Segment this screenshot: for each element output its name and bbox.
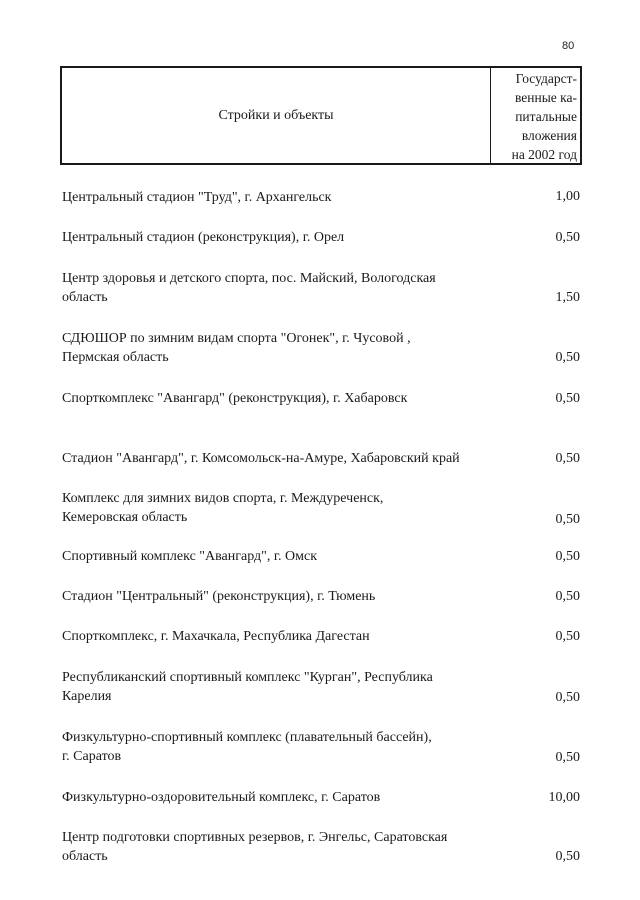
row-value: 10,00 xyxy=(548,790,580,805)
row-value: 1,50 xyxy=(555,290,580,305)
row-name: Стадион "Центральный" (реконструкция), г. Тюмень xyxy=(62,589,376,604)
row-name: Республиканский спортивный комплекс "Курган", Республика Карелия xyxy=(62,670,433,704)
row-value: 0,50 xyxy=(555,512,580,527)
row-name: Центр здоровья и детского спорта, пос. Майский, Вологодская область xyxy=(62,271,436,305)
row-value: 0,50 xyxy=(555,230,580,245)
row-value: 0,50 xyxy=(555,451,580,466)
row-value: 0,50 xyxy=(555,690,580,705)
header-objects-label: Стройки и объекты xyxy=(218,107,334,123)
row-name: Центральный стадион (реконструкция), г. Орел xyxy=(62,230,345,245)
row-value: 0,50 xyxy=(555,549,580,564)
row-name: Спорткомплекс, г. Махачкала, Республика Дагестан xyxy=(62,629,370,644)
row-name: Спортивный комплекс "Авангард", г. Омск xyxy=(62,549,318,564)
row-value: 1,00 xyxy=(555,189,580,204)
row-value: 0,50 xyxy=(555,589,580,604)
row-value: 0,50 xyxy=(555,629,580,644)
header-objects-cell xyxy=(62,68,490,163)
row-name: Физкультурно-спортивный комплекс (плавательный бассейн), г. Саратов xyxy=(62,730,432,764)
row-name: СДЮШОР по зимним видам спорта "Огонек", г. Чусовой , Пермская область xyxy=(62,331,411,365)
row-name: Центр подготовки спортивных резервов, г. Энгельс, Саратовская область xyxy=(62,830,448,864)
row-name: Центральный стадион "Труд", г. Архангельск xyxy=(62,190,332,205)
row-name: Комплекс для зимних видов спорта, г. Междуреченск, Кемеровская область xyxy=(62,491,384,525)
row-value: 0,50 xyxy=(555,350,580,365)
row-value: 0,50 xyxy=(555,849,580,864)
row-value: 0,50 xyxy=(555,750,580,765)
page-number: 80 xyxy=(562,40,575,52)
row-value: 0,50 xyxy=(555,391,580,406)
row-name: Стадион "Авангард", г. Комсомольск-на-Амуре, Хабаровский край xyxy=(62,451,460,466)
header-investment-label: Государст- венные ка- питальные вложения на 2002 год xyxy=(490,68,580,163)
row-name: Физкультурно-оздоровительный комплекс, г. Саратов xyxy=(62,790,381,805)
row-name: Спорткомплекс "Авангард" (реконструкция), г. Хабаровск xyxy=(62,391,408,406)
table-header xyxy=(60,66,582,165)
